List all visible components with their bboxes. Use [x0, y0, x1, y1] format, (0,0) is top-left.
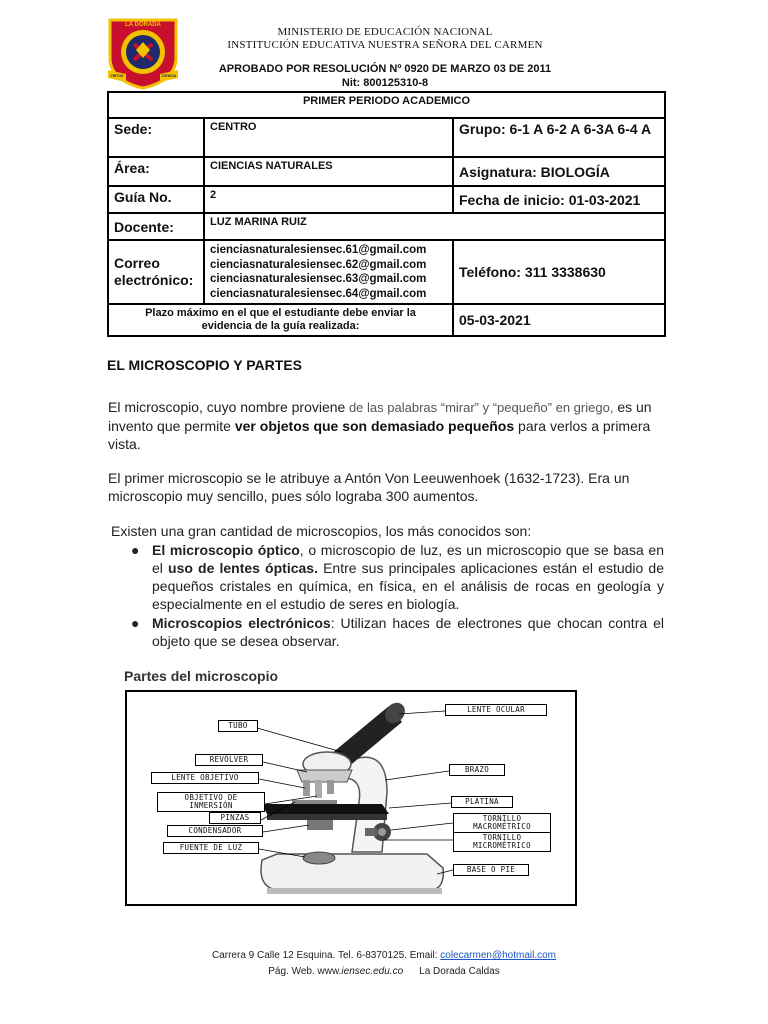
bullet1-bold2: uso de lentes ópticas.: [168, 560, 318, 576]
grupo-value: Grupo: 6-1 A 6-2 A 6-3A 6-4 A: [453, 118, 665, 157]
logo-top-text: LA DORADA: [125, 22, 161, 28]
email-item[interactable]: cienciasnaturalesiensec.62@gmail.com: [210, 258, 427, 271]
guia-label: Guía No.: [108, 186, 204, 213]
email-item[interactable]: cienciasnaturalesiensec.63@gmail.com: [210, 273, 427, 285]
p1-part-c: es un invento que permite: [108, 399, 652, 434]
label-condensador: CONDENSADOR: [167, 825, 263, 837]
label-micro-line1: TORNILLO: [482, 833, 522, 842]
area-value: CIENCIAS NATURALES: [204, 157, 453, 186]
p1-part-b: de las palabras “mirar” y “pequeño” en griego,: [345, 400, 614, 415]
correo-label: [108, 240, 204, 304]
correo-label-line1: Correo: [114, 255, 160, 271]
correo-label-line2: electrónico:: [114, 272, 194, 288]
parts-title: Partes del microscopio: [124, 668, 279, 684]
plazo-label: [108, 304, 453, 336]
header-ministry: MINISTERIO DE EDUCACIÓN NACIONAL: [277, 26, 493, 38]
list-item: [128, 541, 664, 613]
period-title: PRIMER PERIODO ACADEMICO: [108, 92, 665, 118]
paragraph-intro: [108, 398, 664, 453]
sede-label: Sede:: [108, 118, 204, 157]
plazo-line2: evidencia de la guía realizada:: [201, 320, 360, 332]
bullet2-part-a: : Utilizan haces de electrones que chocan contra el objeto que se desea observar.: [152, 615, 665, 649]
label-tubo: TUBO: [218, 720, 258, 732]
p1-part-d: para verlos a primera vista.: [108, 418, 651, 452]
microscope-figure: [125, 690, 577, 906]
guia-value: 2: [204, 186, 453, 213]
label-lente-objetivo: LENTE OBJETIVO: [151, 772, 259, 784]
telefono-value: Teléfono: 311 3338630: [453, 240, 665, 304]
bullet1-bold: El microscopio óptico: [152, 542, 300, 558]
label-platina: PLATINA: [451, 796, 513, 808]
footer-web-link[interactable]: iensec.edu.co: [341, 966, 404, 977]
label-macro-line2: MACROMÉTRICO: [473, 822, 531, 831]
logo-ribbon-right: CIENCIA: [161, 74, 177, 78]
section-title: EL MICROSCOPIO Y PARTES: [107, 357, 303, 373]
footer-address-text: Carrera 9 Calle 12 Esquina. Tel. 6-8370125. Email:: [211, 950, 441, 961]
paragraph-types: Existen una gran cantidad de microscopios, los más conocidos son:: [111, 523, 532, 539]
label-pinzas: PINZAS: [209, 812, 261, 824]
label-revolver: REVÓLVER: [195, 754, 263, 766]
sede-value: CENTRO: [204, 118, 453, 157]
header-resolution: APROBADO POR RESOLUCIÓN Nº 0920 DE MARZO 03 DE 2011: [218, 63, 552, 75]
footer-email-link[interactable]: colecarmen@hotmail.com: [440, 950, 557, 961]
email-item[interactable]: cienciasnaturalesiensec.64@gmail.com: [210, 287, 427, 300]
area-label: Área:: [108, 157, 204, 186]
info-table: [107, 91, 666, 337]
p1-part-a: El microscopio, cuyo nombre proviene: [108, 399, 346, 415]
header-nit: Nit: 800125310-8: [341, 77, 429, 89]
footer-web-prefix: Pág. Web. www.: [268, 966, 342, 977]
bullet1-part-b: Entre sus principales aplicaciones están el estudio de pequeños cristales en química, en física, en el análisis de rocas en geología y especialmente en el estudio de seres en biología.: [152, 560, 664, 612]
logo-ribbon-left: VIRTUD: [110, 74, 124, 78]
label-lente-ocular: LENTE OCULAR: [445, 704, 547, 716]
plazo-line1: Plazo máximo en el que el estudiante debe enviar la: [145, 307, 416, 319]
label-fuente-luz: FUENTE DE LUZ: [163, 842, 259, 854]
label-tornillo-macrometrico: [453, 813, 551, 833]
asignatura-value: Asignatura: BIOLOGÍA: [453, 157, 665, 186]
label-brazo: BRAZO: [449, 764, 505, 776]
p1-bold: ver objetos que son demasiado pequeños: [234, 418, 515, 434]
fecha-inicio: Fecha de inicio: 01-03-2021: [453, 186, 665, 213]
bullet2-bold: Microscopios electrónicos: [152, 615, 331, 631]
paragraph-history: El primer microscopio se le atribuye a Antón Von Leeuwenhoek (1632-1723). Era un microscopio muy sencillo, pues sólo lograba 300 aumentos.: [108, 470, 630, 504]
list-item: [128, 614, 664, 650]
email-list: [204, 240, 453, 304]
email-item[interactable]: cienciasnaturalesiensec.61@gmail.com: [210, 244, 427, 256]
plazo-fecha: 05-03-2021: [453, 304, 665, 336]
footer-web: [0, 966, 768, 977]
bullet-icon: ●: [131, 542, 140, 558]
footer-address: [0, 950, 768, 961]
docente-value: LUZ MARINA RUIZ: [204, 213, 665, 240]
label-objetivo-inmersion-line2: INMERSIÓN: [189, 801, 233, 810]
microscope-types-list: [128, 541, 664, 651]
label-base: BASE O PIE: [453, 864, 529, 876]
label-micro-line2: MICROMÉTRICO: [473, 841, 531, 850]
header-institution: INSTITUCIÓN EDUCATIVA NUESTRA SEÑORA DEL CARMEN: [227, 39, 543, 51]
label-objetivo-inmersion-line1: OBJETIVO DE: [184, 793, 238, 802]
docente-label: Docente:: [108, 213, 204, 240]
footer-city: La Dorada Caldas: [419, 966, 500, 977]
bullet-icon: ●: [131, 615, 140, 631]
label-macro-line1: TORNILLO: [482, 814, 522, 823]
bullet1-part-a: , o microscopio de luz, es un microscopio que se basa en el: [152, 542, 664, 576]
school-logo: [106, 14, 180, 90]
label-tornillo-micrometrico: [453, 832, 551, 852]
label-objetivo-inmersion: [157, 792, 265, 812]
